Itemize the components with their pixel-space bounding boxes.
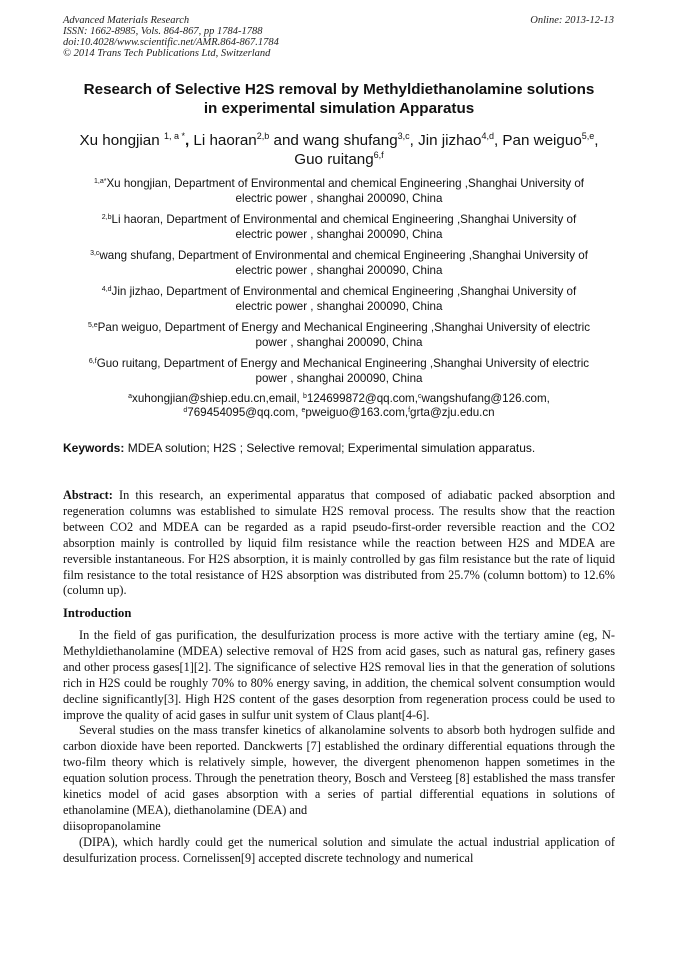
copyright-line: © 2014 Trans Tech Publications Ltd, Switzerland bbox=[63, 48, 271, 59]
section-heading-introduction: Introduction bbox=[63, 606, 132, 620]
doi-line: doi:10.4028/www.scientific.net/AMR.864-867.1784 bbox=[63, 37, 279, 48]
title-line-1: Research of Selective H2S removal by Methyldiethanolamine solutions bbox=[83, 81, 595, 98]
author-list bbox=[40, 131, 638, 169]
affiliation-item bbox=[40, 248, 638, 278]
email-link[interactable]: pweiguo@163.com, bbox=[305, 406, 409, 419]
author-affiliation-mark: 3,c bbox=[397, 131, 410, 141]
author-affiliation-mark: 5,e bbox=[581, 131, 595, 141]
title-line-2: in experimental simulation Apparatus bbox=[203, 100, 475, 117]
affiliation-mark: 1,a* bbox=[93, 178, 107, 185]
affiliation-line: Pan weiguo, Department of Energy and Mechanical Engineering ,Shanghai University of electric bbox=[97, 321, 591, 334]
affiliation-line: power , shanghai 200090, China bbox=[255, 336, 423, 349]
journal-header bbox=[63, 15, 279, 59]
author-affiliation-mark: 4,d bbox=[481, 131, 494, 141]
affiliation-item bbox=[40, 356, 638, 386]
affiliation-line: Li haoran, Department of Environmental and chemical Engineering ,Shanghai University of bbox=[111, 213, 577, 226]
affiliation-line: Guo ruitang, Department of Energy and Mechanical Engineering ,Shanghai University of electric bbox=[96, 357, 590, 370]
affiliation-item bbox=[40, 212, 638, 242]
author-name: Li haoran bbox=[193, 132, 257, 149]
paper-title bbox=[40, 80, 638, 118]
paragraph: Several studies on the mass transfer kinetics of alkanolamine solvents to absorb both hydrogen sulfide and carbon dioxide have been reported. Danckwerts [7] established the ordinary differential equations through the two-film theory which is relatively simple, however, the divergent phenomenon happen sometimes in the equation solution process. Through the penetration theory, Bosch and Versteeg [8] established the mass transfer kinetics model of acid gases absorption with a series of partial differential equations in solutions of ethanolamine (MEA), diethanolamine (DEA) and bbox=[63, 723, 615, 817]
email-mark: b bbox=[302, 393, 307, 400]
affiliation-item bbox=[40, 284, 638, 314]
keywords-text: MDEA solution; H2S ; Selective removal; Experimental simulation apparatus. bbox=[124, 441, 536, 455]
affiliation-item bbox=[40, 176, 638, 206]
author-affiliation-mark: 6,f bbox=[373, 150, 384, 160]
email-mark: d bbox=[183, 407, 188, 414]
abstract-text: In this research, an experimental apparatus that composed of adiabatic packed absorption and regeneration columns was established to simulate H2S removal process. The results show that the reaction between CO2 and MDEA can be regarded as a rapid pseudo-first-order reversible reaction and the CO2 absorption mainly is controlled by liquid film resistance while the reaction between H2S and MDEA are reversible instantaneous. For H2S absorption, it is mainly controlled by gas film resistance but the rate of liquid film resistance to the total resistance of H2S absorption was distributed from 25.7% (column bottom) to 12.6% (column up). bbox=[63, 488, 615, 598]
affiliation-mark: 3,c bbox=[90, 250, 100, 257]
email-list bbox=[40, 392, 638, 420]
email-link[interactable]: 124699872@qq.com, bbox=[306, 392, 418, 405]
affiliation-line: electric power , shanghai 200090, China bbox=[235, 228, 443, 241]
author-separator: , bbox=[594, 132, 599, 149]
email-link[interactable]: grta@zju.edu.cn bbox=[410, 406, 495, 419]
author-affiliation-mark: 1, a * bbox=[163, 131, 185, 141]
email-link[interactable]: 769454095@qq.com, bbox=[187, 406, 302, 419]
affiliation-line: electric power , shanghai 200090, China bbox=[235, 192, 443, 205]
email-link[interactable]: wangshufang@126.com, bbox=[421, 392, 550, 405]
paragraph: (DIPA), which hardly could get the numerical solution and simulate the actual industrial application of desulfurization process. Cornelissen[9] accepted discrete technology and numerical bbox=[63, 834, 615, 865]
email-link[interactable]: xuhongjian@shiep.edu.cn,email, bbox=[132, 392, 303, 405]
keywords-section bbox=[63, 441, 615, 456]
affiliation-line: power , shanghai 200090, China bbox=[255, 372, 423, 385]
abstract-label: Abstract: bbox=[63, 488, 113, 502]
affiliation-mark: 5,e bbox=[87, 322, 98, 329]
affiliation-list bbox=[40, 176, 638, 392]
affiliation-line: Jin jizhao, Department of Environmental and chemical Engineering ,Shanghai University of bbox=[111, 285, 577, 298]
paragraph-continuation: diisopropanolamine bbox=[63, 818, 161, 833]
journal-name: Advanced Materials Research bbox=[63, 15, 190, 26]
author-name: Xu hongjian bbox=[79, 132, 160, 149]
affiliation-line: Xu hongjian, Department of Environmental and chemical Engineering ,Shanghai University of bbox=[106, 177, 585, 190]
affiliation-item bbox=[40, 320, 638, 350]
email-mark: c bbox=[417, 393, 422, 400]
paragraph: In the field of gas purification, the desulfurization process is more active with the tertiary amine (eg, N-Methyldiethanolamine (MDEA) selective removal of H2S from acid gases, such as natural gas, refinery gases and other process gases[1][2]. The significance of selective H2S removal lies in that the generation of solutions rich in H2S could be roughly 70% to 80% energy saving, in addition, the chemical solvent consumption would decline significantly[3]. High H2S content of the gases desorption from regeneration process could be used to improve the quality of acid gases in sulfur unit system of Claus plant[4-6]. bbox=[63, 628, 615, 722]
author-name: , Jin jizhao bbox=[409, 132, 482, 149]
author-separator: , bbox=[184, 132, 190, 149]
affiliation-line: wang shufang, Department of Environmental and chemical Engineering ,Shanghai University of bbox=[99, 249, 588, 262]
email-mark: a bbox=[128, 393, 133, 400]
abstract-section bbox=[63, 488, 615, 599]
author-affiliation-mark: 2,b bbox=[256, 131, 270, 141]
affiliation-line: electric power , shanghai 200090, China bbox=[235, 264, 443, 277]
issn-line: ISSN: 1662-8985, Vols. 864-867, pp 1784-1788 bbox=[63, 26, 263, 37]
author-name: and wang shufang bbox=[273, 132, 398, 149]
affiliation-mark: 6,f bbox=[88, 358, 97, 365]
email-mark: e bbox=[301, 407, 306, 414]
email-mark: f bbox=[408, 407, 411, 414]
keywords-label: Keywords: bbox=[63, 441, 125, 455]
author-name: Guo ruitang bbox=[294, 151, 374, 168]
affiliation-line: electric power , shanghai 200090, China bbox=[235, 300, 443, 313]
author-name: , Pan weiguo bbox=[493, 132, 582, 149]
affiliation-mark: 4,d bbox=[101, 286, 112, 293]
introduction-body bbox=[63, 628, 615, 867]
affiliation-mark: 2,b bbox=[101, 214, 112, 221]
online-date: Online: 2013-12-13 bbox=[530, 15, 614, 26]
